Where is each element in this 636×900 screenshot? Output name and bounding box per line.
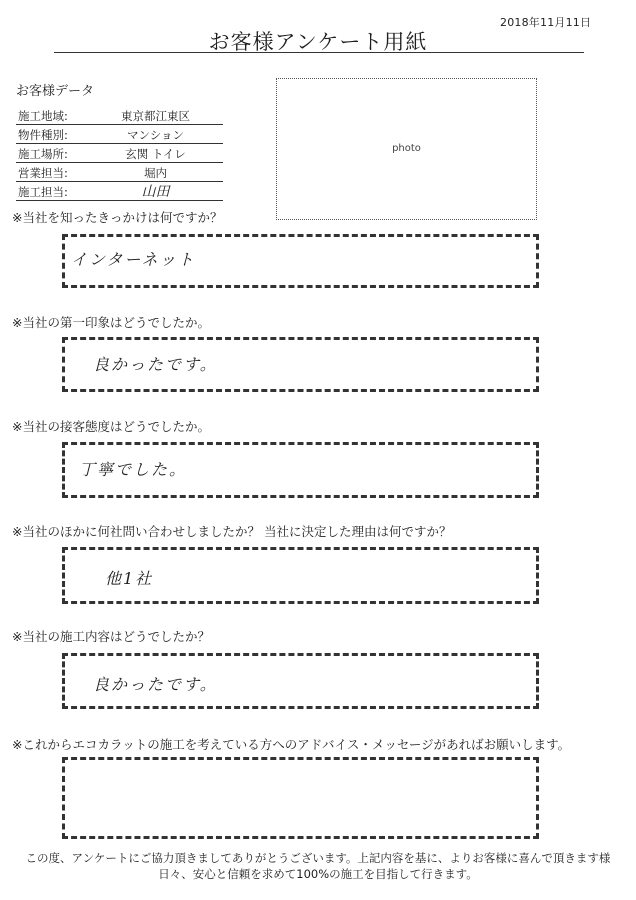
row-value: 玄関 トイレ [125,147,186,161]
row-label: 物件種別: [18,128,68,142]
row-value: マンション [127,128,184,142]
row-value-handwritten: 山田 [141,184,170,200]
answer-box-3 [62,442,539,498]
answer-box-4 [62,547,539,604]
answer-5-handwritten: 良かったです。 [93,675,218,694]
answer-box-5 [62,653,539,709]
row-label: 施工担当: [18,185,68,199]
customer-data-heading: お客様データ [16,84,95,99]
page-title: お客様アンケート用紙 [208,30,428,54]
answer-box-2 [62,337,539,392]
answer-box-1 [62,234,539,288]
question-4: ※当社のほかに何社問い合わせしましたか？ 当社に決定した理由は何ですか？ [12,524,452,539]
photo-label: photo [392,143,421,154]
question-2: ※当社の第一印象はどうでしたか。 [12,315,210,330]
title-underline [54,52,584,53]
row-value: 堀内 [144,166,167,180]
footer-line-1: この度、アンケートにご協力頂きましてありがとうございます。上記内容を基に、よりお客様に喜んで頂きます様 [25,851,611,865]
customer-row-area [16,106,223,125]
question-3: ※当社の接客態度はどうでしたか。 [12,419,210,434]
customer-row-property-type [16,125,223,144]
question-5: ※当社の施工内容はどうでしたか？ [12,629,210,644]
customer-row-location [16,144,223,163]
question-1: ※当社を知ったきっかけは何ですか？ [12,210,223,225]
survey-date: 2018年11月11日 [500,16,592,29]
row-value: 東京都江東区 [121,109,190,123]
row-label: 施工場所: [18,147,68,161]
customer-row-installer [16,182,223,201]
footer-line-2: 日々、安心と信頼を求めて100%の施工を目指して行きます。 [158,867,478,881]
answer-4-handwritten: 他1社 [105,569,154,588]
row-label: 施工地域: [18,109,68,123]
row-label: 営業担当: [18,166,68,180]
answer-1-handwritten: インターネット [71,250,196,269]
question-6: ※これからエコカラットの施工を考えている方へのアドバイス・メッセージがあればお願いします。 [12,737,571,752]
photo-placeholder [276,78,537,220]
answer-box-6 [62,757,539,839]
customer-row-sales-rep [16,163,223,182]
answer-2-handwritten: 良かったです。 [93,355,218,374]
answer-3-handwritten: 丁寧でした。 [79,460,188,479]
